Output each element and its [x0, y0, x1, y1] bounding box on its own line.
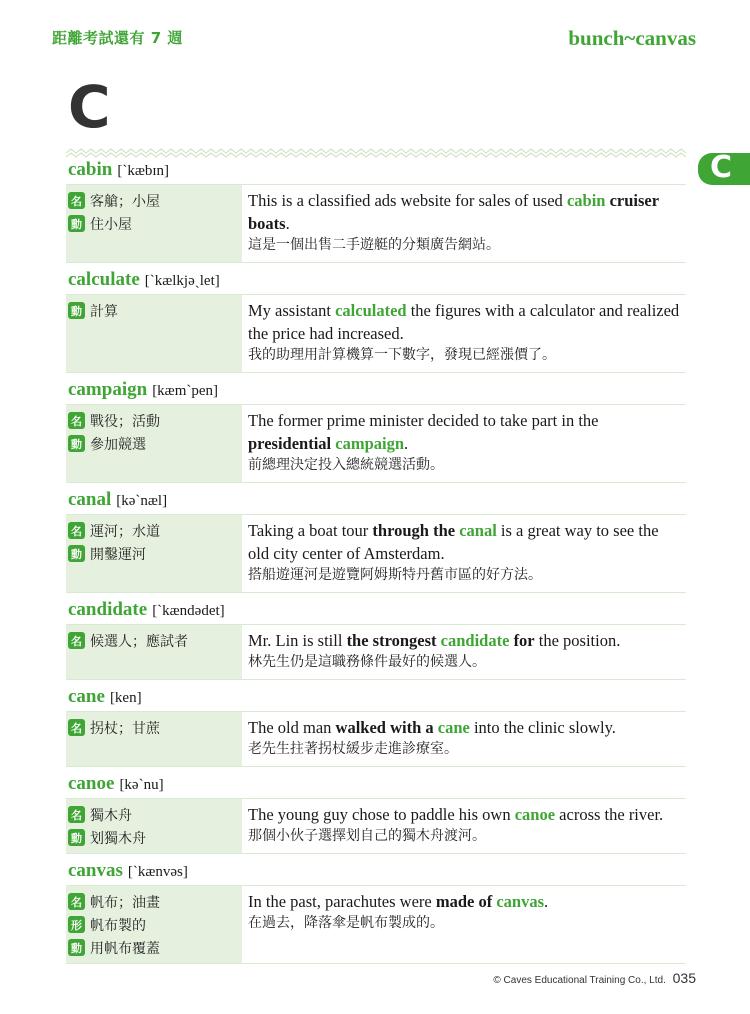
part-of-speech-badge: 名: [68, 412, 85, 429]
meaning-text: 計算: [90, 303, 118, 320]
example-column: [242, 886, 686, 963]
phonetic: [ˋkæbɪn]: [117, 163, 170, 179]
part-of-speech-badge: 名: [68, 522, 85, 539]
entry-head: [66, 860, 686, 882]
page-number: 035: [672, 970, 696, 986]
example-translation: 搭船遊運河是遊覽阿姆斯特丹舊市區的好方法。: [248, 567, 542, 583]
part-of-speech-badge: 動: [68, 545, 85, 562]
zigzag-divider: [66, 148, 686, 158]
example-translation: 老先生拄著拐杖緩步走進診療室。: [248, 741, 458, 757]
sentence-text: The old man: [248, 718, 336, 737]
meaning-text: 住小屋: [90, 216, 132, 233]
meaning-row: [68, 409, 242, 432]
entry-body: [66, 711, 686, 767]
sentence-text: This is a classified ads website for sales of used: [248, 191, 567, 210]
vocab-entry: [66, 686, 686, 773]
part-of-speech-badge: 名: [68, 893, 85, 910]
part-of-speech-badge: 名: [68, 719, 85, 736]
sentence-text: is a great way to see the old city center of Amsterdam.: [248, 521, 659, 563]
keyword-highlight: cabin: [566, 191, 606, 210]
part-of-speech-badge: 形: [68, 916, 85, 933]
vocab-entry: [66, 599, 686, 686]
meaning-text: 開鑿運河: [90, 546, 146, 563]
meaning-row: [68, 299, 242, 322]
example-translation: 前總理決定投入總統競選活動。: [248, 457, 444, 473]
vocab-entry: [66, 773, 686, 860]
meaning-column: [66, 405, 242, 482]
example-sentence: [248, 803, 682, 826]
sentence-text: Mr. Lin is still: [248, 631, 347, 650]
page-range-title: bunch~canvas: [568, 26, 696, 50]
vocab-entry: [66, 269, 686, 379]
meaning-column: [66, 712, 242, 766]
keyword-highlight: campaign: [335, 434, 405, 453]
sentence-text: .: [404, 434, 409, 453]
example-sentence: [248, 299, 682, 345]
entry-body: [66, 184, 686, 263]
meaning-text: 客艙；小屋: [90, 193, 160, 210]
part-of-speech-badge: 動: [68, 829, 85, 846]
collocation-text: the strongest: [346, 631, 437, 650]
example-sentence: [248, 189, 682, 235]
meaning-text: 划獨木舟: [90, 830, 146, 847]
entry-body: [66, 885, 686, 964]
meaning-text: 帆布製的: [90, 917, 146, 934]
meaning-row: [68, 716, 242, 739]
alphabet-tab-letter: C: [710, 150, 733, 185]
phonetic: [kæmˋpen]: [152, 383, 219, 399]
example-column: [242, 405, 686, 482]
meaning-row: [68, 936, 242, 959]
page-footer: [493, 970, 696, 986]
entry-body: [66, 404, 686, 483]
phonetic: [kəˋnæl]: [116, 493, 168, 509]
headword: canoe: [68, 773, 115, 794]
phonetic: [ˋkændədet]: [152, 603, 225, 619]
example-sentence: [248, 890, 682, 913]
sentence-text: The young guy chose to paddle his own: [248, 805, 515, 824]
example-sentence: [248, 629, 682, 652]
meaning-text: 拐杖；甘蔗: [90, 720, 160, 737]
keyword-highlight: calculated: [335, 301, 407, 320]
entry-head: [66, 686, 686, 708]
sentence-text: into the clinic slowly.: [469, 718, 616, 737]
phonetic: [ˋkænvəs]: [127, 864, 188, 880]
example-column: [242, 799, 686, 853]
sentence-text: The former prime minister decided to take part in the: [248, 411, 599, 430]
vocab-entry: [66, 379, 686, 489]
meaning-column: [66, 295, 242, 372]
headword: cabin: [68, 159, 113, 180]
entry-body: [66, 624, 686, 680]
part-of-speech-badge: 名: [68, 192, 85, 209]
entry-body: [66, 514, 686, 593]
part-of-speech-badge: 動: [68, 215, 85, 232]
keyword-highlight: canoe: [514, 805, 556, 824]
meaning-text: 戰役；活動: [90, 413, 160, 430]
example-column: [242, 712, 686, 766]
vocab-entry: [66, 159, 686, 269]
vocab-entry: [66, 489, 686, 599]
keyword-highlight: cane: [437, 718, 470, 737]
meaning-row: [68, 432, 242, 455]
entry-body: [66, 798, 686, 854]
collocation-text: cruiser boats: [248, 191, 659, 233]
entry-head: [66, 773, 686, 795]
sentence-text: In the past, parachutes were: [248, 892, 436, 911]
example-sentence: [248, 716, 682, 739]
meaning-row: [68, 913, 242, 936]
part-of-speech-badge: 動: [68, 939, 85, 956]
phonetic: [ˋkælkjəˏlet]: [144, 273, 220, 289]
headword: candidate: [68, 599, 148, 620]
entry-head: [66, 599, 686, 621]
example-column: [242, 185, 686, 262]
example-translation: 林先生仍是這職務條件最好的候選人。: [248, 654, 486, 670]
meaning-row: [68, 519, 242, 542]
meaning-row: [68, 826, 242, 849]
meaning-text: 帆布；油畫: [90, 894, 160, 911]
example-translation: 這是一個出售二手遊艇的分類廣告網站。: [248, 237, 500, 253]
meaning-text: 參加競選: [90, 436, 146, 453]
part-of-speech-badge: 名: [68, 632, 85, 649]
collocation-text: for: [509, 631, 535, 650]
vocab-entry: [66, 860, 686, 970]
part-of-speech-badge: 名: [68, 806, 85, 823]
example-column: [242, 625, 686, 679]
part-of-speech-badge: 動: [68, 302, 85, 319]
collocation-text: made of: [435, 892, 493, 911]
meaning-row: [68, 803, 242, 826]
entry-head: [66, 489, 686, 511]
keyword-highlight: candidate: [440, 631, 510, 650]
keyword-highlight: canal: [459, 521, 497, 540]
sentence-text: across the river.: [555, 805, 664, 824]
keyword-highlight: canvas: [496, 892, 545, 911]
meaning-text: 用帆布覆蓋: [90, 940, 160, 957]
headword: canvas: [68, 860, 123, 881]
entry-head: [66, 159, 686, 181]
part-of-speech-badge: 動: [68, 435, 85, 452]
headword: cane: [68, 686, 105, 707]
meaning-row: [68, 629, 242, 652]
collocation-text: presidential: [248, 434, 332, 453]
meaning-text: 運河；水道: [90, 523, 160, 540]
meaning-column: [66, 625, 242, 679]
headword: calculate: [68, 269, 140, 290]
chapter-countdown: 距離考試還有 7 週: [52, 29, 183, 47]
meaning-row: [68, 212, 242, 235]
sentence-text: the position.: [534, 631, 621, 650]
entry-body: [66, 294, 686, 373]
headword: canal: [68, 489, 112, 510]
meaning-column: [66, 515, 242, 592]
meaning-column: [66, 799, 242, 853]
alphabet-tab[interactable]: [698, 150, 750, 185]
headword: campaign: [68, 379, 148, 400]
meaning-row: [68, 542, 242, 565]
example-column: [242, 515, 686, 592]
sentence-text: .: [544, 892, 549, 911]
sentence-text: My assistant: [248, 301, 336, 320]
example-sentence: [248, 519, 682, 565]
entry-head: [66, 269, 686, 291]
meaning-row: [68, 890, 242, 913]
section-letter: C: [68, 73, 111, 141]
meaning-row: [68, 189, 242, 212]
sentence-text: Taking a boat tour: [248, 521, 373, 540]
sentence-text: .: [285, 214, 290, 233]
example-sentence: [248, 409, 682, 455]
example-translation: 我的助理用計算機算一下數字，發現已經漲價了。: [248, 347, 556, 363]
sentence-text: the figures with a calculator and realized the price had increased.: [248, 301, 680, 343]
phonetic: [ken]: [109, 690, 142, 706]
example-column: [242, 295, 686, 372]
entry-list: [66, 159, 686, 970]
meaning-text: 候選人；應試者: [90, 633, 188, 650]
meaning-column: [66, 185, 242, 262]
copyright-text: © Caves Educational Training Co., Ltd.: [493, 975, 666, 986]
meaning-text: 獨木舟: [90, 807, 132, 824]
collocation-text: walked with a: [335, 718, 434, 737]
meaning-column: [66, 886, 242, 963]
phonetic: [kəˋnu]: [119, 777, 164, 793]
entry-head: [66, 379, 686, 401]
collocation-text: through the: [372, 521, 456, 540]
example-translation: 那個小伙子選擇划自己的獨木舟渡河。: [248, 828, 486, 844]
example-translation: 在過去，降落傘是帆布製成的。: [248, 915, 444, 931]
